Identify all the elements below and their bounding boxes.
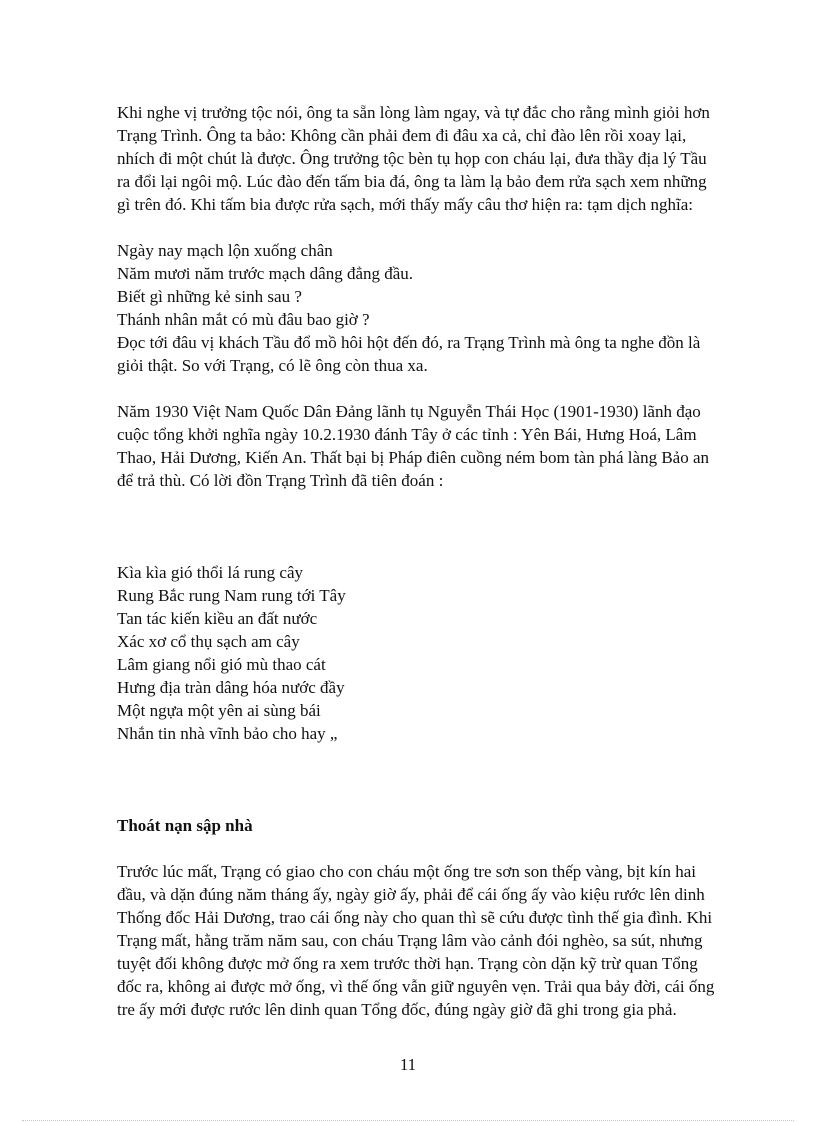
page-number: 11 — [399, 1055, 417, 1074]
poem-line: Năm mươi năm trước mạch dâng đẳng đầu. — [117, 264, 414, 283]
text-line: để trả thù. Có lời đồn Trạng Trình đã tiên đoán : — [117, 471, 444, 490]
poem-line: Rung Bắc rung Nam rung tới Tây — [117, 586, 346, 605]
page-bottom-divider — [22, 1120, 794, 1121]
paragraph-gap — [117, 377, 782, 400]
paragraph-gap — [117, 216, 782, 239]
poem-line: Hưng địa tràn dâng hóa nước đầy — [117, 678, 345, 697]
poem-line: Một ngựa một yên ai sùng bái — [117, 701, 321, 720]
paragraph-gap — [117, 492, 782, 561]
text-line: cuộc tổng khởi nghĩa ngày 10.2.1930 đánh Tây ở các tỉnh : Yên Bái, Hưng Hoá, Lâm — [117, 425, 697, 444]
text-line: Khi nghe vị trưởng tộc nói, ông ta sẵn lòng làm ngay, và tự đắc cho rằng mình giỏi hơn — [117, 103, 710, 122]
paragraph-gap — [117, 745, 782, 814]
paragraph-gap — [117, 837, 782, 860]
poem-line: Ngày nay mạch lộn xuống chân — [117, 241, 333, 260]
poem-1 — [117, 239, 782, 331]
text-line: ra đổi lại ngôi mộ. Lúc đào đến tấm bia đá, ông ta làm lạ bảo đem rửa sạch xem những — [117, 172, 707, 191]
text-line: Trạng Trình. Ông ta bảo: Không cần phải đem đi đâu xa cả, chỉ đào lên rồi xoay lại, — [117, 126, 687, 145]
poem-line: Nhắn tin nhà vĩnh bảo cho hay „ — [117, 724, 338, 743]
text-line: Đọc tới đâu vị khách Tầu đổ mồ hôi hột đến đó, ra Trạng Trình mà ông ta nghe đồn là — [117, 333, 701, 352]
paragraph-3 — [117, 400, 782, 492]
paragraph-2 — [117, 331, 782, 377]
paragraph-1 — [117, 101, 782, 216]
poem-line: Lâm giang nổi gió mù thao cát — [117, 655, 326, 674]
text-line: Trước lúc mất, Trạng có giao cho con cháu một ống tre sơn son thếp vàng, bịt kín hai — [117, 862, 696, 881]
section-heading: Thoát nạn sập nhà — [117, 816, 253, 835]
poem-line: Thánh nhân mắt có mù đâu bao giờ ? — [117, 310, 370, 329]
paragraph-4 — [117, 860, 782, 1021]
text-line: đốc ra, không ai được mở ống, vì thế ống vẫn giữ nguyên vẹn. Trải qua bảy đời, cái ống — [117, 977, 715, 996]
text-line: gì trên đó. Khi tấm bia được rửa sạch, mới thấy mấy câu thơ hiện ra: tạm dịch nghĩa: — [117, 195, 694, 214]
poem-line: Xác xơ cổ thụ sạch am cây — [117, 632, 300, 651]
poem-line: Kìa kìa gió thổi lá rung cây — [117, 563, 304, 582]
poem-2 — [117, 561, 782, 745]
text-line: tuyệt đối không được mở ống ra xem trước thời hạn. Trạng còn dặn kỹ trừ quan Tổng — [117, 954, 698, 973]
text-line: Năm 1930 Việt Nam Quốc Dân Đảng lãnh tụ Nguyễn Thái Học (1901-1930) lãnh đạo — [117, 402, 701, 421]
poem-line: Tan tác kiến kiều an đất nước — [117, 609, 318, 628]
text-line: Thống đốc Hải Dương, trao cái ống này cho quan thì sẽ cứu được tình thế gia đình. Khi — [117, 908, 713, 927]
text-line: nhích đi một chút là được. Ông trưởng tộc bèn tụ họp con cháu lại, đưa thầy địa lý Tầu — [117, 149, 707, 168]
text-line: tre ấy mới được rước lên dinh quan Tổng đốc, đúng ngày giờ đã ghi trong gia phả. — [117, 1000, 677, 1019]
text-line: đầu, và dặn đúng năm tháng ấy, ngày giờ ấy, phải để cái ống ấy vào kiệu rước lên dinh — [117, 885, 705, 904]
text-line: Thao, Hải Dương, Kiến An. Thất bại bị Pháp điên cuồng ném bom tàn phá làng Bảo an — [117, 448, 709, 467]
page-content — [117, 101, 782, 1021]
text-line: Trạng mất, hằng trăm năm sau, con cháu Trạng lâm vào cảnh đói nghèo, sa sút, nhưng — [117, 931, 703, 950]
poem-line: Biết gì những kẻ sinh sau ? — [117, 287, 302, 306]
text-line: giỏi thật. So với Trạng, có lẽ ông còn thua xa. — [117, 356, 428, 375]
